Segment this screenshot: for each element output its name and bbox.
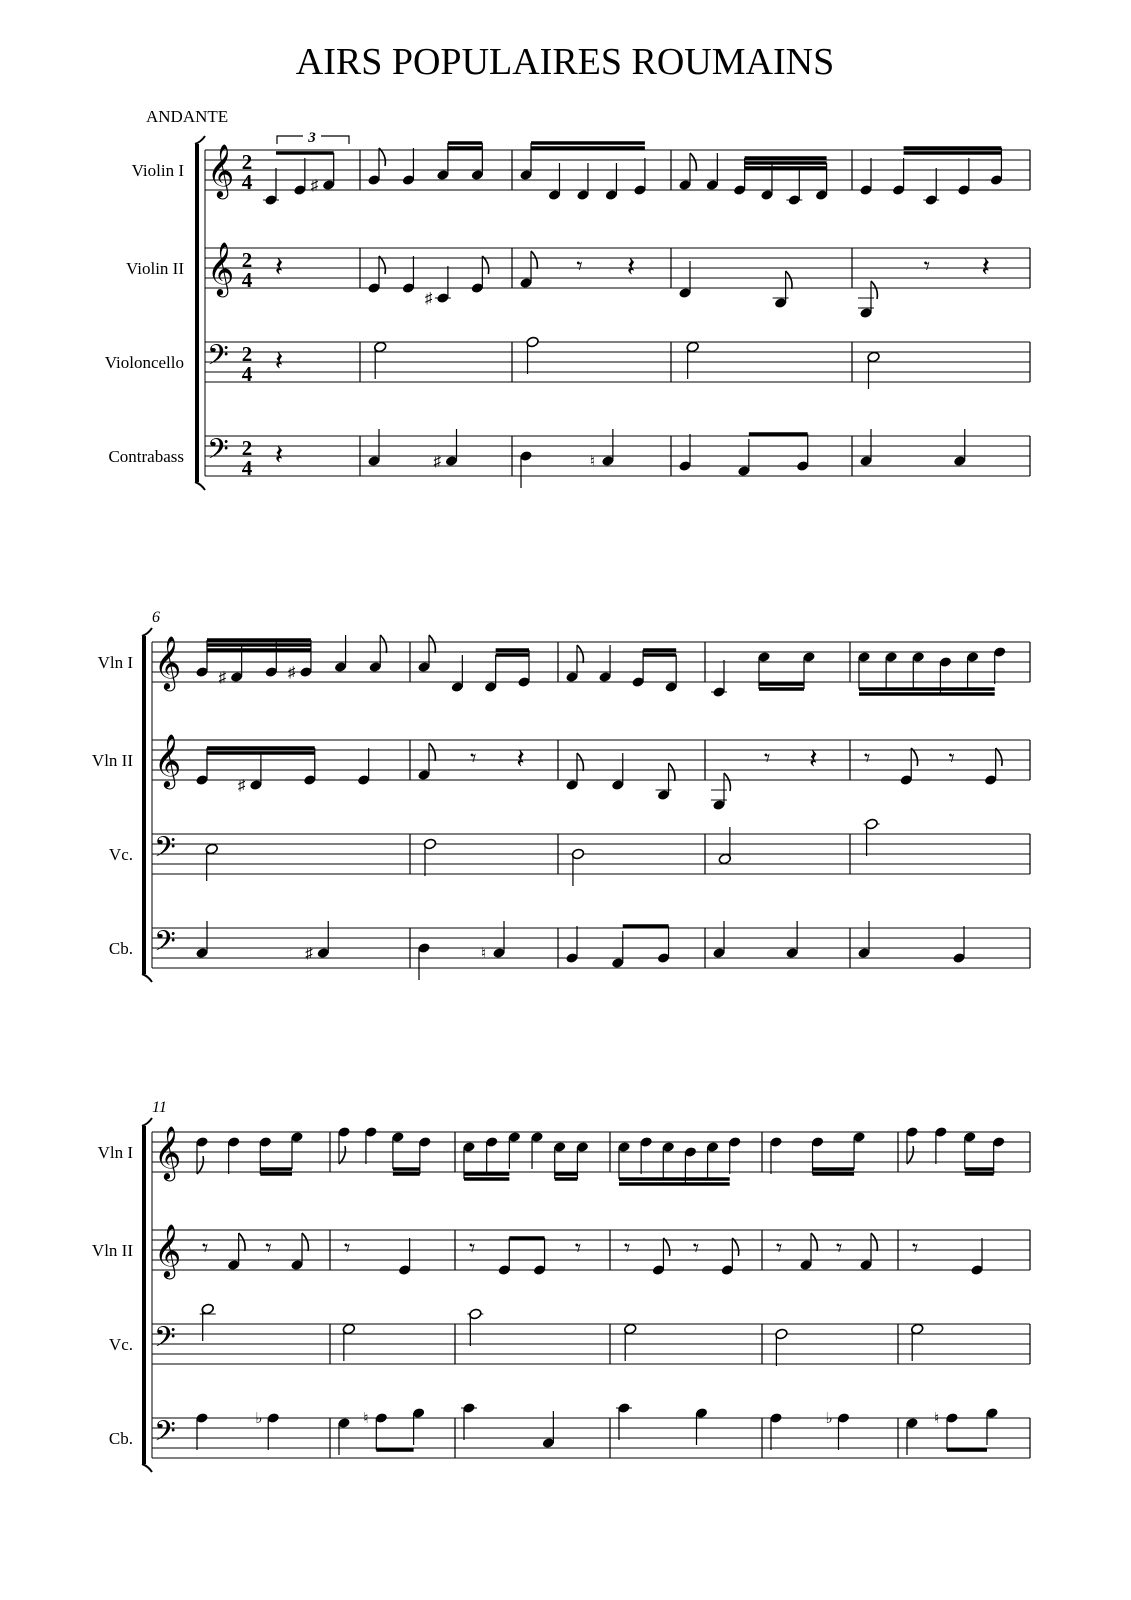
sharp-icon: ♯ — [287, 665, 296, 681]
quarter-rest-icon: 𝄽 — [274, 440, 284, 471]
flat-icon: ♭ — [825, 1411, 833, 1427]
note-flag — [302, 1233, 308, 1251]
quarter-rest-icon: 𝄽 — [626, 252, 636, 283]
sharp-icon: ♯ — [305, 946, 313, 962]
instrument-label: Vln II — [91, 1241, 133, 1260]
note-flag — [577, 645, 583, 663]
eighth-rest-icon: 𝄾 — [864, 746, 871, 772]
tuplet-bracket — [277, 130, 349, 146]
bass-clef-icon: 𝄢 — [154, 927, 176, 964]
sharp-icon: ♯ — [424, 291, 433, 307]
bass-clef-icon: 𝄢 — [154, 1417, 176, 1454]
note-flag — [786, 271, 792, 289]
instrument-label: Contrabass — [108, 447, 184, 466]
systems — [92, 130, 1030, 1472]
staff-2 — [92, 1224, 1030, 1279]
note-flag — [429, 635, 435, 653]
instrument-label: Vc. — [108, 845, 133, 864]
note-flag — [531, 251, 537, 269]
note-flag — [732, 1238, 738, 1256]
staff-4 — [109, 1402, 1030, 1458]
note-flag — [811, 1233, 817, 1251]
bracket-hook-top — [195, 136, 205, 144]
score-title: AIRS POPULAIRES ROUMAINS — [295, 41, 835, 83]
system-2 — [92, 609, 1030, 982]
note-flag — [577, 753, 583, 771]
bracket-hook-top — [142, 628, 152, 636]
bass-clef-icon: 𝄢 — [154, 833, 176, 870]
note-flag — [429, 743, 435, 761]
time-signature-numerator: 2 — [241, 342, 253, 366]
tempo-marking: ANDANTE — [146, 107, 229, 126]
note-flag — [871, 281, 877, 299]
note-flag — [482, 256, 488, 274]
time-signature-numerator: 2 — [241, 436, 253, 460]
sharp-icon: ♯ — [237, 778, 246, 794]
quarter-rest-icon: 𝄽 — [809, 744, 818, 775]
sharp-icon: ♯ — [310, 178, 319, 194]
bass-clef-icon: 𝄢 — [207, 435, 229, 472]
note-flag — [871, 1233, 877, 1251]
instrument-label: Violin I — [131, 161, 184, 180]
time-signature-denominator: 4 — [241, 456, 253, 480]
tuplet-number: 3 — [308, 130, 316, 146]
measure-number: 11 — [152, 1099, 167, 1116]
note-flag — [724, 773, 730, 791]
note-flag — [379, 256, 385, 274]
system-1 — [105, 136, 1030, 490]
quarter-rest-icon: 𝄽 — [274, 346, 284, 377]
instrument-label: Violoncello — [104, 353, 184, 372]
eighth-rest-icon: 𝄾 — [574, 1236, 582, 1262]
staff-1 — [98, 635, 1030, 698]
bracket-hook-top — [142, 1118, 152, 1126]
eighth-rest-icon: 𝄾 — [265, 1236, 272, 1262]
eighth-rest-icon: 𝄾 — [776, 1236, 783, 1262]
natural-icon: ♮ — [481, 946, 487, 962]
time-signature-numerator: 2 — [241, 248, 253, 272]
eighth-rest-icon: 𝄾 — [344, 1236, 351, 1262]
note-flag — [690, 153, 696, 171]
instrument-label: Violin II — [126, 259, 184, 278]
bracket-hook-bottom — [142, 1464, 152, 1472]
instrument-label: Vc. — [108, 1335, 133, 1354]
note-flag — [379, 148, 385, 166]
instrument-label: Vln I — [97, 653, 133, 672]
note-flag — [669, 763, 675, 781]
staff-3 — [109, 818, 1030, 886]
natural-icon: ♮ — [363, 1411, 369, 1427]
quarter-rest-icon: 𝄽 — [981, 252, 990, 283]
eighth-rest-icon: 𝄾 — [576, 254, 583, 280]
eighth-rest-icon: 𝄾 — [624, 1236, 631, 1262]
eighth-rest-icon: 𝄾 — [836, 1236, 843, 1262]
treble-clef-icon: 𝄞 — [154, 1225, 182, 1276]
eighth-rest-icon: 𝄾 — [764, 746, 771, 772]
note-flag — [996, 748, 1002, 766]
time-signature-denominator: 4 — [241, 362, 253, 386]
measure-number: 6 — [152, 609, 160, 626]
treble-clef-icon: 𝄞 — [154, 637, 182, 688]
bracket-hook-bottom — [195, 482, 205, 490]
note-flag — [663, 1238, 669, 1256]
eighth-rest-icon: 𝄾 — [202, 1236, 209, 1262]
treble-clef-icon: 𝄞 — [207, 145, 235, 196]
staff-4 — [108, 429, 1030, 488]
instrument-label: Cb. — [108, 1429, 133, 1448]
time-signature-numerator: 2 — [241, 150, 253, 174]
eighth-rest-icon: 𝄾 — [470, 746, 477, 772]
natural-icon: ♮ — [589, 454, 596, 470]
treble-clef-icon: 𝄞 — [154, 1127, 182, 1178]
staff-3 — [105, 336, 1030, 389]
note-flag — [911, 748, 917, 766]
staff-2 — [92, 734, 1030, 811]
quarter-rest-icon: 𝄽 — [274, 252, 284, 283]
staff-4 — [109, 921, 1030, 980]
treble-clef-icon: 𝄞 — [207, 243, 235, 294]
bass-clef-icon: 𝄢 — [207, 341, 229, 378]
eighth-rest-icon: 𝄾 — [948, 746, 955, 772]
eighth-rest-icon: 𝄾 — [692, 1236, 700, 1262]
staff-2 — [126, 242, 1030, 319]
instrument-label: Cb. — [108, 939, 133, 958]
quarter-rest-icon: 𝄽 — [516, 744, 525, 775]
staff-3 — [109, 1303, 1030, 1366]
flat-icon: ♭ — [255, 1411, 263, 1427]
eighth-rest-icon: 𝄾 — [469, 1236, 476, 1262]
instrument-label: Vln I — [97, 1143, 133, 1162]
sharp-icon: ♯ — [218, 670, 227, 686]
instrument-label: Vln II — [91, 751, 133, 770]
eighth-rest-icon: 𝄾 — [912, 1236, 919, 1262]
note-flag — [197, 1156, 203, 1174]
natural-icon: ♮ — [934, 1411, 940, 1427]
eighth-rest-icon: 𝄾 — [923, 254, 931, 280]
note-flag — [339, 1146, 345, 1164]
note-flag — [907, 1146, 913, 1164]
time-signature-denominator: 4 — [241, 170, 253, 194]
time-signature-denominator: 4 — [241, 268, 253, 292]
bass-clef-icon: 𝄢 — [154, 1323, 176, 1360]
bracket-hook-bottom — [142, 974, 152, 982]
system-3 — [92, 1099, 1030, 1472]
note-flag — [380, 635, 386, 653]
treble-clef-icon: 𝄞 — [154, 735, 182, 786]
sharp-icon: ♯ — [433, 454, 441, 470]
staff-1 — [132, 143, 1030, 206]
staff-1 — [98, 1126, 1030, 1184]
note-flag — [239, 1233, 245, 1251]
